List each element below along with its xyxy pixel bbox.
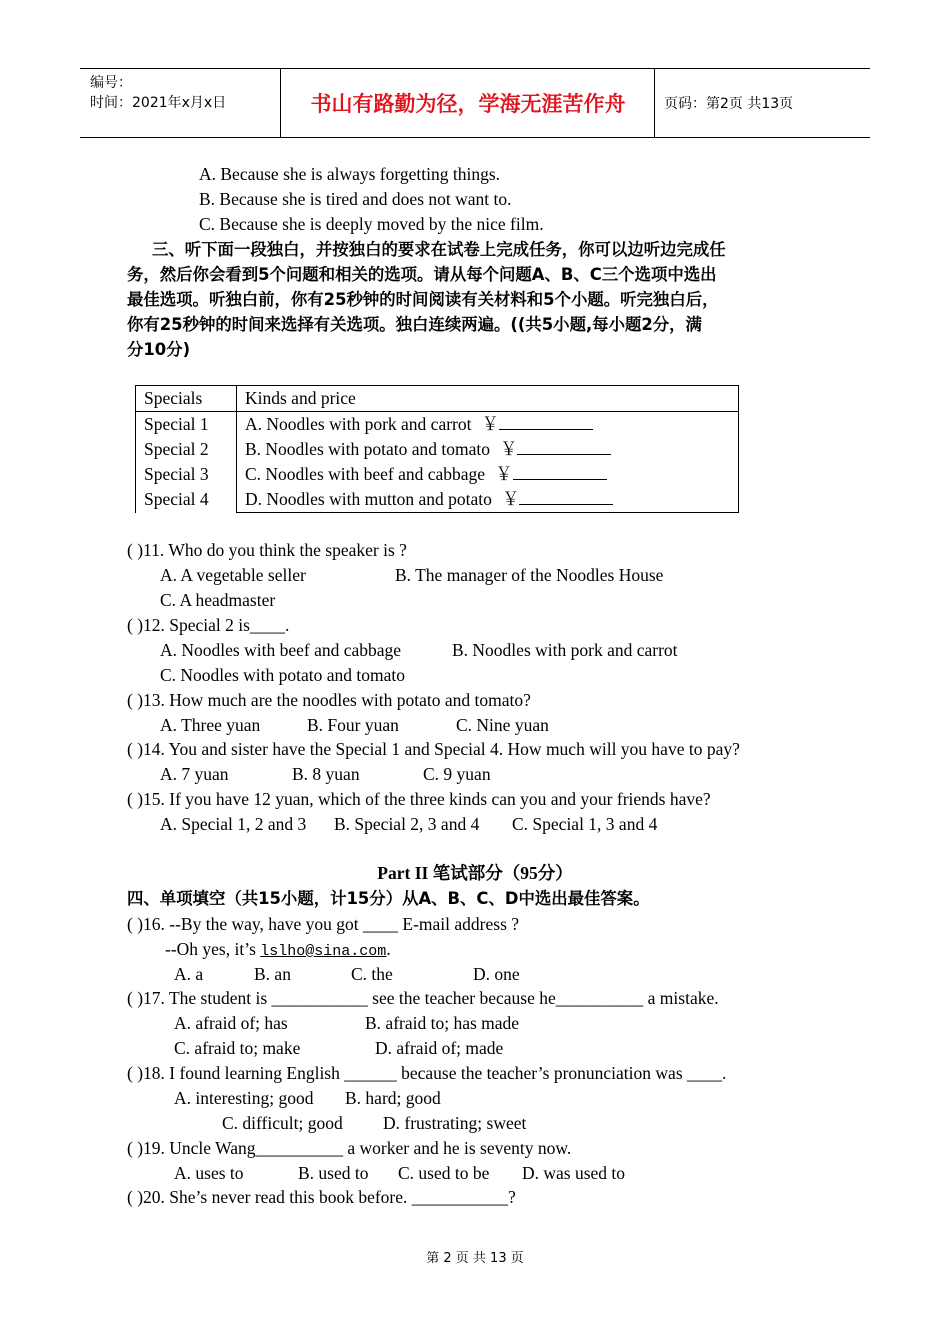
special-1: Special 1 bbox=[144, 414, 209, 434]
q14-option-c: C. 9 yuan bbox=[423, 764, 491, 784]
table-row bbox=[136, 412, 739, 513]
q12-option-a: A. Noodles with beef and cabbage bbox=[160, 640, 402, 660]
table-header-kinds: Kinds and price bbox=[237, 386, 739, 412]
yen-icon: ￥ bbox=[481, 414, 499, 434]
q16-option-a: A. a bbox=[174, 964, 204, 984]
kind-a: A. Noodles with pork and carrot bbox=[245, 414, 472, 434]
question-19: ( )19. Uncle Wang__________ a worker and he is seventy now. bbox=[127, 1138, 572, 1158]
kinds-cell bbox=[237, 412, 739, 513]
section3-line-1: 三、听下面一段独白，并按独白的要求在试卷上完成任务，你可以边听边完成任 bbox=[152, 240, 726, 259]
q15-option-a: A. Special 1, 2 and 3 bbox=[160, 814, 307, 834]
prev-option-b: B. Because she is tired and does not want to. bbox=[199, 189, 512, 209]
time-label: 时间：2021年x月x日 bbox=[90, 95, 227, 111]
q11-option-c: C. A headmaster bbox=[160, 590, 276, 610]
q17-option-a: A. afraid of; has bbox=[174, 1013, 288, 1033]
price-blank-b[interactable] bbox=[517, 438, 611, 455]
q13-option-c: C. Nine yuan bbox=[456, 715, 549, 735]
specials-table bbox=[135, 385, 739, 513]
kind-row bbox=[245, 462, 730, 487]
yen-icon: ￥ bbox=[501, 489, 520, 509]
q19-option-b: B. used to bbox=[298, 1163, 369, 1183]
page-label: 页码：第2页 共13页 bbox=[664, 96, 794, 112]
q15-option-c: C. Special 1, 3 and 4 bbox=[512, 814, 658, 834]
q13-option-b: B. Four yuan bbox=[307, 715, 399, 735]
table-header-row bbox=[136, 386, 739, 412]
section4-heading: 四、单项填空（共15小题，计15分）从A、B、C、D中选出最佳答案。 bbox=[127, 889, 650, 908]
section3-line-5: 分10分) bbox=[127, 340, 191, 359]
q16-reply-end: . bbox=[386, 939, 391, 959]
q18-option-c: C. difficult; good bbox=[222, 1113, 343, 1133]
question-12: ( )12. Special 2 is____. bbox=[127, 615, 290, 635]
q16-reply-text: --Oh yes, it’s bbox=[165, 939, 261, 959]
kind-row bbox=[245, 437, 730, 462]
q18-option-d: D. frustrating; sweet bbox=[383, 1113, 527, 1133]
price-blank-c[interactable] bbox=[513, 463, 607, 480]
table-header-specials: Specials bbox=[136, 386, 237, 412]
kind-row bbox=[245, 412, 730, 437]
question-18: ( )18. I found learning English ______ because the teacher’s pronunciation was ____. bbox=[127, 1063, 727, 1083]
price-blank-d[interactable] bbox=[519, 488, 613, 505]
header-meta bbox=[80, 69, 281, 137]
q14-option-a: A. 7 yuan bbox=[160, 764, 229, 784]
price-blank-a[interactable] bbox=[499, 413, 593, 430]
number-label: 编号： bbox=[90, 75, 132, 91]
q18-option-b: B. hard; good bbox=[345, 1088, 441, 1108]
page-footer: 第 2 页 共 13 页 bbox=[426, 1251, 524, 1266]
special-2: Special 2 bbox=[144, 439, 209, 459]
q11-option-a: A. A vegetable seller bbox=[160, 565, 306, 585]
question-15: ( )15. If you have 12 yuan, which of the three kinds can you and your friends have? bbox=[127, 789, 711, 809]
page-header bbox=[80, 68, 870, 138]
q16-option-b: B. an bbox=[254, 964, 291, 984]
q12-option-b: B. Noodles with pork and carrot bbox=[452, 640, 678, 660]
q19-option-a: A. uses to bbox=[174, 1163, 244, 1183]
question-11: ( )11. Who do you think the speaker is ? bbox=[127, 540, 407, 560]
part2-title: Part II 笔试部分（95分） bbox=[377, 863, 573, 883]
q18-option-a: A. interesting; good bbox=[174, 1088, 314, 1108]
q17-option-d: D. afraid of; made bbox=[375, 1038, 504, 1058]
kind-d: D. Noodles with mutton and potato bbox=[245, 489, 492, 509]
prev-option-a: A. Because she is always forgetting things. bbox=[199, 164, 501, 184]
kind-c: C. Noodles with beef and cabbage bbox=[245, 464, 486, 484]
special-cell bbox=[136, 412, 237, 513]
yen-icon: ￥ bbox=[499, 439, 518, 459]
q12-option-c: C. Noodles with potato and tomato bbox=[160, 665, 405, 685]
q13-option-a: A. Three yuan bbox=[160, 715, 261, 735]
question-16: ( )16. --By the way, have you got ____ E-mail address ? bbox=[127, 914, 520, 934]
q11-option-b: B. The manager of the Noodles House bbox=[395, 565, 664, 585]
q19-option-c: C. used to be bbox=[398, 1163, 490, 1183]
section3-line-3: 最佳选项。听独白前，你有25秒钟的时间阅读有关材料和5个小题。听完独白后， bbox=[127, 290, 719, 309]
question-13: ( )13. How much are the noodles with potato and tomato? bbox=[127, 690, 531, 710]
special-3: Special 3 bbox=[144, 464, 209, 484]
email-link[interactable]: lslho@sina.com bbox=[260, 943, 387, 960]
q16-option-d: D. one bbox=[473, 964, 520, 984]
q14-option-b: B. 8 yuan bbox=[292, 764, 360, 784]
prev-option-c: C. Because she is deeply moved by the nice film. bbox=[199, 214, 544, 234]
q19-option-d: D. was used to bbox=[522, 1163, 626, 1183]
q16-reply bbox=[165, 938, 391, 963]
special-4: Special 4 bbox=[144, 489, 209, 509]
q17-option-b: B. afraid to; has made bbox=[365, 1013, 520, 1033]
kind-b: B. Noodles with potato and tomato bbox=[245, 439, 490, 459]
section3-line-4: 你有25秒钟的时间来选择有关选项。独白连续两遍。((共5小题,每小题2分，满 bbox=[127, 315, 702, 334]
question-17: ( )17. The student is ___________ see the teacher because he__________ a mistake. bbox=[127, 988, 719, 1008]
question-14: ( )14. You and sister have the Special 1 and Special 4. How much will you have to pay? bbox=[127, 739, 740, 759]
q15-option-b: B. Special 2, 3 and 4 bbox=[334, 814, 480, 834]
q17-option-c: C. afraid to; make bbox=[174, 1038, 301, 1058]
yen-icon: ￥ bbox=[495, 464, 513, 484]
kind-row bbox=[245, 487, 730, 512]
q16-option-c: C. the bbox=[351, 964, 393, 984]
section3-line-2: 务，然后你会看到5个问题和相关的选项。请从每个问题A、B、C三个选项中选出 bbox=[127, 265, 717, 284]
header-motto: 书山有路勤为径，学海无涯苦作舟 bbox=[282, 69, 655, 137]
question-20: ( )20. She’s never read this book before. ___________? bbox=[127, 1187, 516, 1207]
